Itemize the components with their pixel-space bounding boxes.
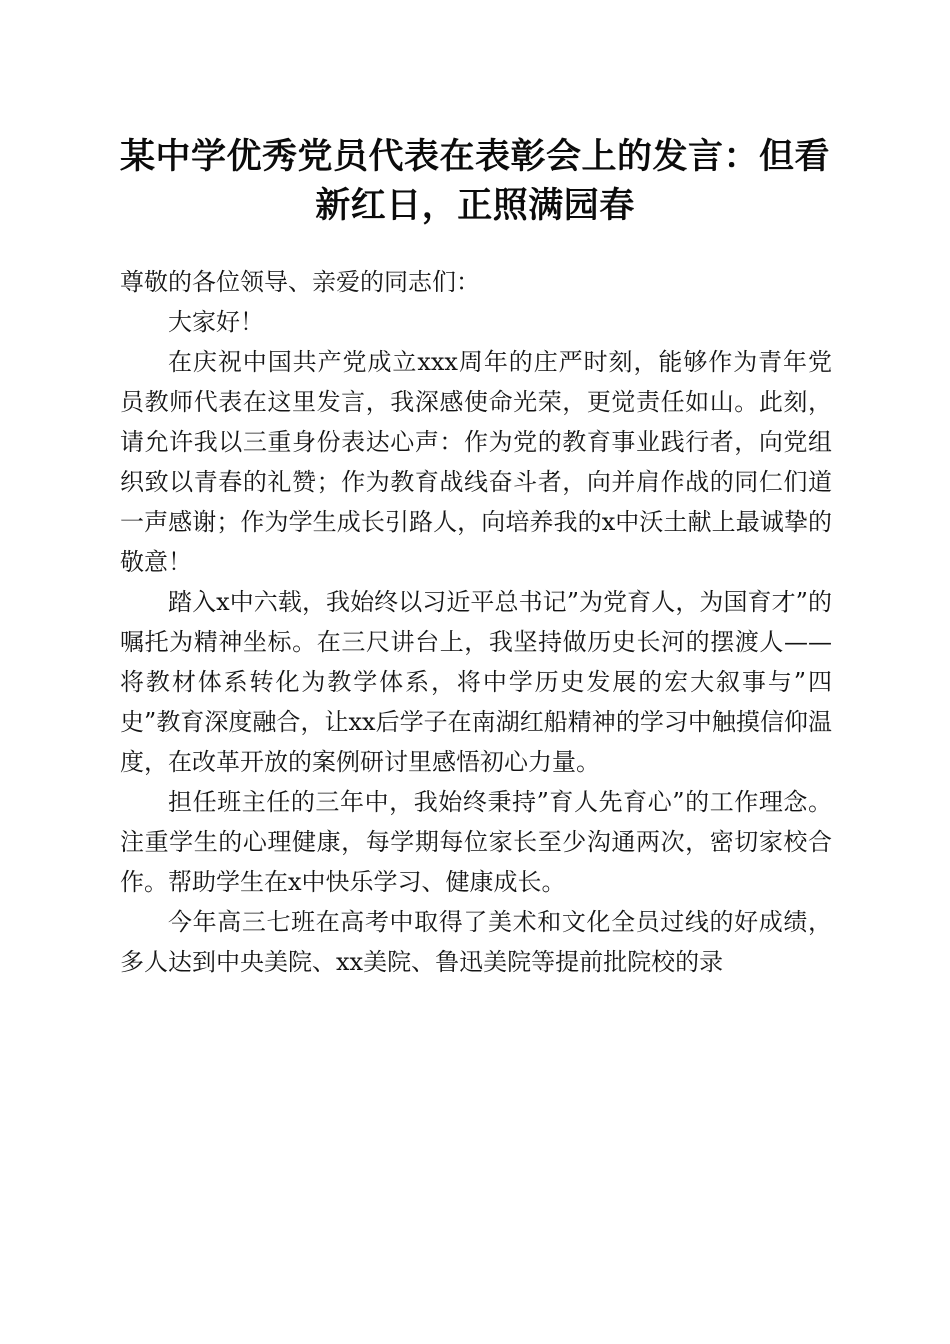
paragraph-opening: 在庆祝中国共产党成立xxx周年的庄严时刻，能够作为青年党员教师代表在这里发言，我深感使命光荣，更觉责任如山。此刻，请允许我以三重身份表达心声：作为党的教育事业践行者，向党组织致以青春的礼赞；作为教育战线奋斗者，向并肩作战的同仁们道一声感谢；作为学生成长引路人，向培养我的x中沃土献上最诚挚的敬意！	[120, 348, 832, 576]
document-title: 某中学优秀党员代表在表彰会上的发言：但看新红日，正照满园春	[119, 136, 830, 226]
paragraph-achievement: 今年高三七班在高考中取得了美术和文化全员过线的好成绩，多人达到中央美院、xx美院、鲁迅美院等提前批院校的录	[120, 908, 832, 976]
salutation: 尊敬的各位领导、亲爱的同志们：	[120, 268, 480, 296]
paragraph-class-teacher: 担任班主任的三年中，我始终秉持”育人先育心”的工作理念。注重学生的心理健康，每学期每位家长至少沟通两次，密切家校合作。帮助学生在x中快乐学习、健康成长。	[120, 788, 832, 896]
paragraph-teaching: 踏入x中六载，我始终以习近平总书记”为党育人，为国育才”的嘱托为精神坐标。在三尺讲台上，我坚持做历史长河的摆渡人——将教材体系转化为教学体系，将中学历史发展的宏大叙事与”四史”教育深度融合，让xx后学子在南湖红船精神的学习中触摸信仰温度，在改革开放的案例研讨里感悟初心力量。	[120, 588, 832, 776]
document-body	[120, 262, 832, 982]
paragraph-greeting: 大家好！	[168, 308, 264, 336]
